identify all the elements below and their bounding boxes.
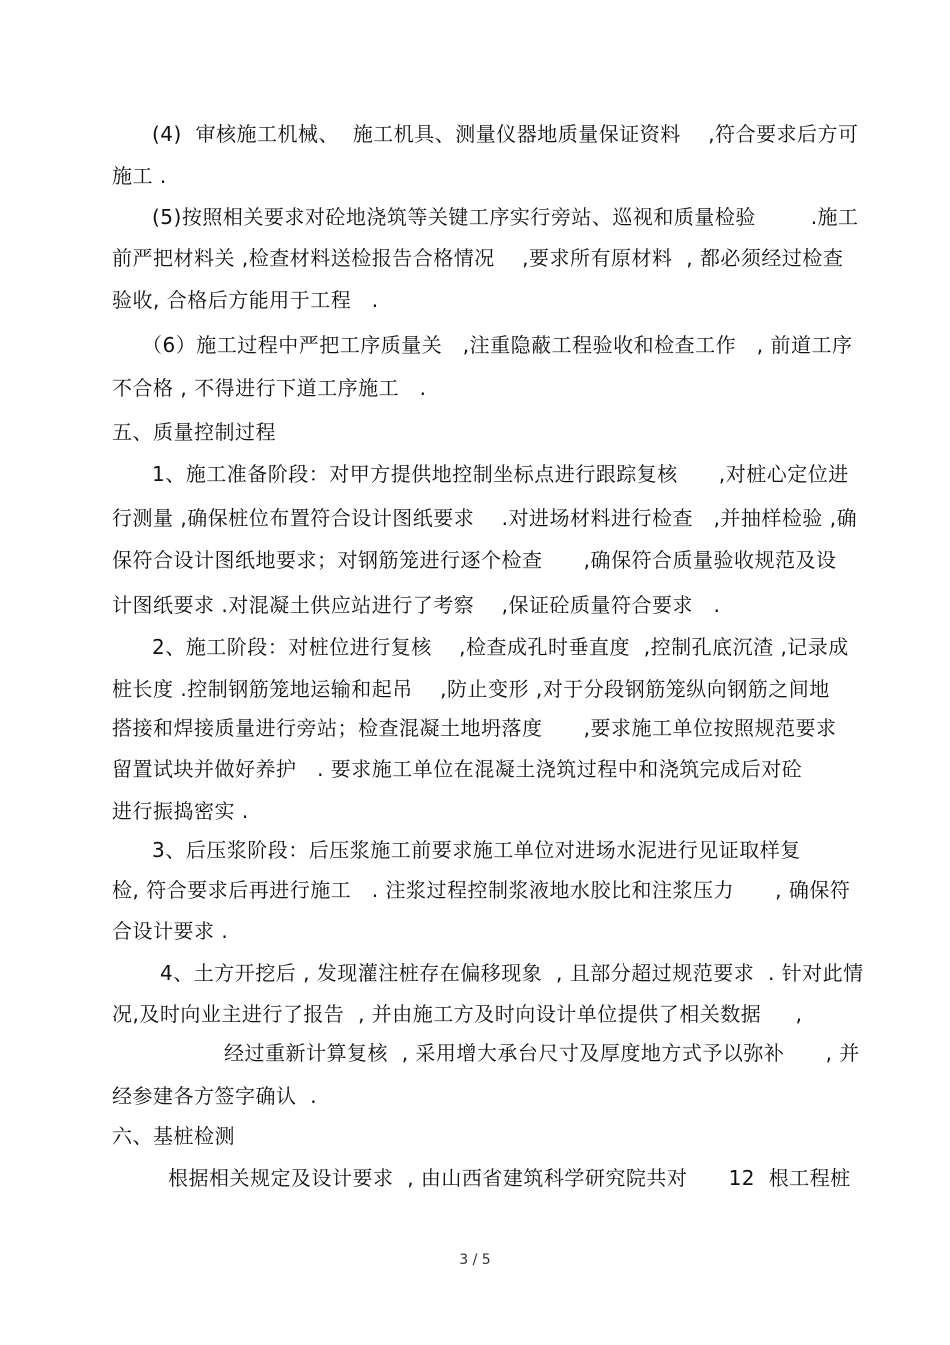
item-3-line-1: 3、后压浆阶段：后压浆施工前要求施工单位对进场水泥进行见证取样复 [152, 838, 801, 862]
item-2-line-1: 2、施工阶段：对桩位进行复核 ,检查成孔时垂直度 ,控制孔底沉渣 ,记录成 [152, 635, 849, 659]
paragraph-6-line-1: （6）施工过程中严把工序质量关 ,注重隐蔽工程验收和检查工作 , 前道工序 [142, 333, 853, 357]
item-3-line-3: 合设计要求 . [112, 919, 229, 943]
section-heading-6: 六、基桩检测 [112, 1124, 235, 1148]
item-1-line-4: 计图纸要求 .对混凝土供应站进行了考察 ,保证砼质量符合要求 . [112, 593, 721, 617]
item-1-line-2: 行测量 ,确保桩位布置符合设计图纸要求 .对进场材料进行检查 ,并抽样检验 ,确 [112, 506, 858, 530]
item-2-line-2: 桩长度 .控制钢筋笼地运输和起吊 ,防止变形 ,对于分段钢筋笼纵向钢筋之间地 [112, 677, 830, 701]
page-number: 3 / 5 [459, 1252, 491, 1268]
paragraph-pile-test-line-1: 根据相关规定及设计要求 , 由山西省建筑科学研究院共对 12 根工程桩 [168, 1166, 851, 1190]
section-heading-5: 五、质量控制过程 [112, 420, 276, 444]
paragraph-4-line-1: (4) 审核施工机械、 施工机具、测量仪器地质量保证资料 ,符合要求后方可 [152, 122, 859, 146]
paragraph-5-line-2: 前严把材料关 ,检查材料送检报告合格情况 ,要求所有原材料 , 都必须经过检查 [112, 246, 844, 270]
item-2-line-4: 留置试块并做好养护 . 要求施工单位在混凝土浇筑过程中和浇筑完成后对砼 [112, 757, 803, 781]
paragraph-5-line-1: (5)按照相关要求对砼地浇筑等关键工序实行旁站、巡视和质量检验 .施工 [152, 205, 859, 229]
item-1-line-3: 保符合设计图纸地要求；对钢筋笼进行逐个检查 ,确保符合质量验收规范及设 [112, 548, 837, 572]
paragraph-5-line-3: 验收, 合格后方能用于工程 . [112, 288, 379, 312]
item-3-line-2: 检, 符合要求后再进行施工 . 注浆过程控制浆液地水胶比和注浆压力 , 确保符 [112, 878, 851, 902]
item-2-line-5: 进行振捣密实 . [112, 799, 249, 823]
item-2-line-3: 搭接和焊接质量进行旁站；检查混凝土地坍落度 ,要求施工单位按照规范要求 [112, 716, 837, 740]
item-1-line-1: 1、施工准备阶段：对甲方提供地控制坐标点进行跟踪复核 ,对桩心定位进 [152, 462, 849, 486]
item-4-line-3: 经过重新计算复核 , 采用增大承台尺寸及厚度地方式予以弥补 , 并 [224, 1041, 860, 1065]
paragraph-4-line-2: 施工 . [112, 164, 167, 188]
paragraph-6-line-2: 不合格 , 不得进行下道工序施工 . [112, 376, 427, 400]
item-4-line-2: 况,及时向业主进行了报告 , 并由施工方及时向设计单位提供了相关数据 , [112, 1002, 803, 1026]
item-4-line-1: 4、土方开挖后 , 发现灌注桩存在偏移现象 , 且部分超过规范要求 . 针对此情 [160, 961, 864, 985]
item-4-line-4: 经参建各方签字确认 . [112, 1084, 318, 1108]
